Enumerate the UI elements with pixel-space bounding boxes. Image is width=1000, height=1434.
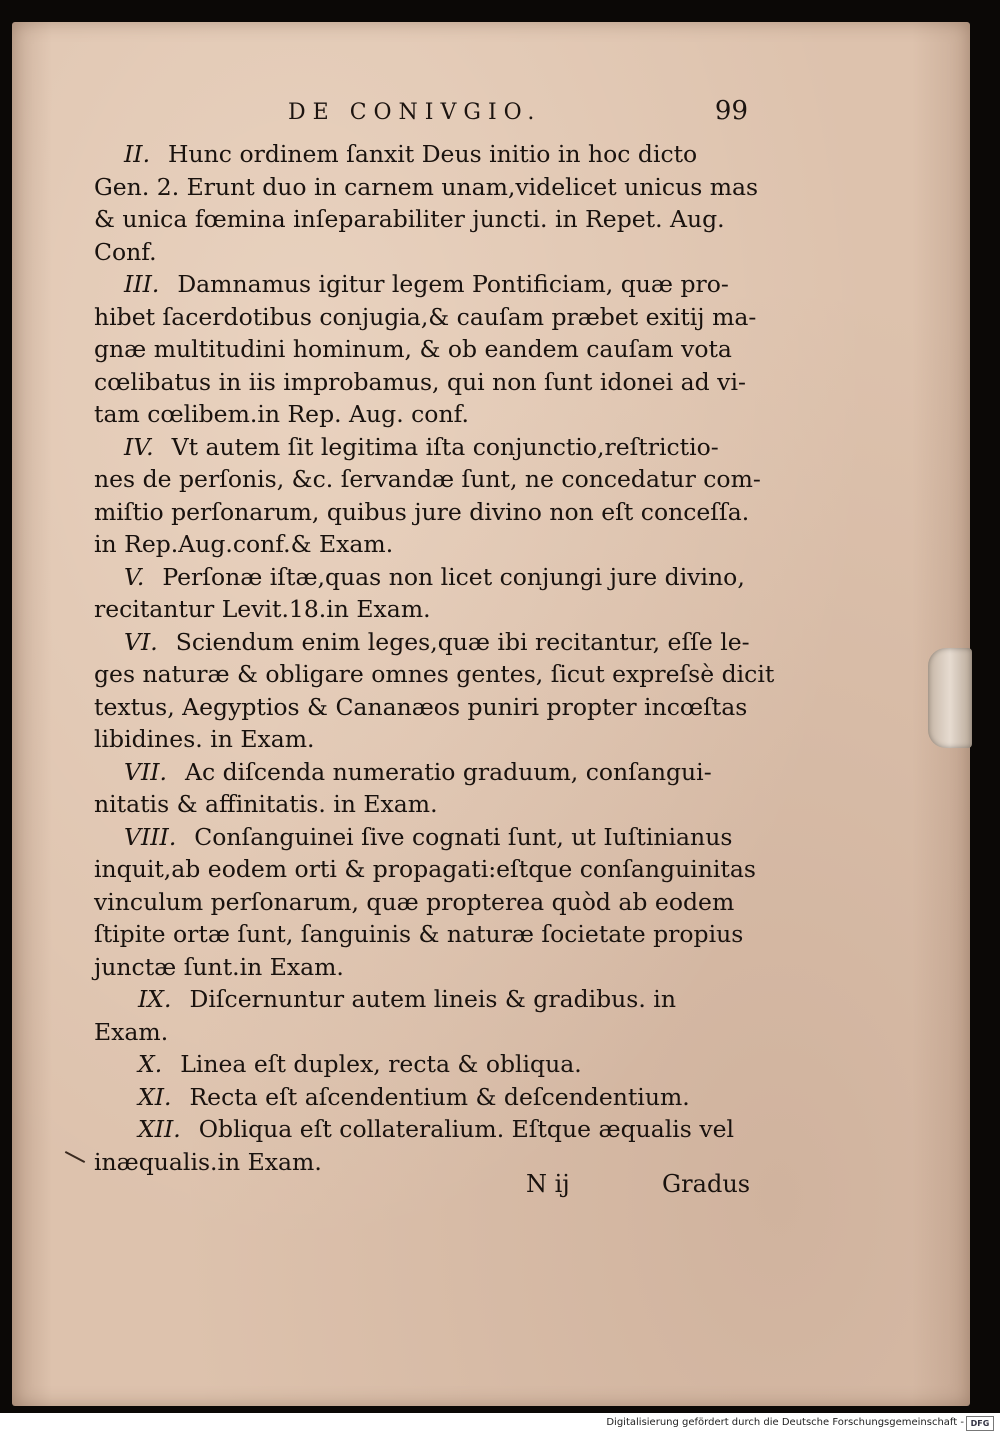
text-line: ges naturæ & obligare omnes gentes, ſicut expreſsè dicit	[94, 660, 775, 688]
paragraph-number: XII.	[138, 1115, 181, 1143]
text-line: inæqualis.in Exam.	[94, 1147, 322, 1176]
text-line: IX. Diſcernuntur autem lineis & gradibus. in	[138, 985, 676, 1013]
text-line: V. Perſonæ iſtæ,quas non licet conjungi jure divino,	[124, 562, 745, 591]
text-line: II. Hunc ordinem ſanxit Deus initio in hoc dicto	[124, 140, 698, 168]
paragraph-number: X.	[138, 1050, 163, 1078]
text-line: VIII. Conſanguinei ſive cognati ſunt, ut Iuſtinianus	[124, 822, 733, 851]
text-line: Exam.	[94, 1017, 169, 1046]
text-line: III. Damnamus igitur legem Pontificiam, quæ pro-	[124, 270, 729, 298]
paragraph-number: II.	[124, 140, 151, 168]
text-line: textus, Aegyptios & Cananæos puniri propter incœſtas	[94, 692, 748, 721]
text-line: nitatis & affinitatis. in Exam.	[94, 790, 438, 818]
page-clip	[928, 648, 972, 748]
catchword: Gradus	[662, 1170, 751, 1198]
paragraph-number: XI.	[138, 1082, 172, 1111]
paragraph-number: VIII.	[124, 822, 177, 851]
text-line: vinculum perſonarum, quæ propterea quòd ab eodem	[94, 887, 735, 916]
text-line: cœlibatus in iis improbamus, qui non ſunt idonei ad vi-	[94, 367, 746, 396]
dfg-logo-icon: DFG	[966, 1416, 994, 1431]
running-title: DE CONIVGIO.	[288, 100, 542, 125]
text-line: recitantur Levit.18.in Exam.	[94, 595, 431, 623]
text-line: Conf.	[94, 237, 157, 266]
text-line: XII. Obliqua eſt collateralium. Eſtque æqualis vel	[138, 1115, 735, 1143]
text-line: ſtipite ortæ ſunt, ſanguinis & naturæ ſocietate propius	[94, 920, 744, 948]
text-line: in Rep.Aug.conf.& Exam.	[94, 530, 394, 558]
text-line: & unica fœmina inſeparabiliter juncti. in Repet. Aug.	[94, 205, 725, 233]
funding-note: Digitalisierung gefördert durch die Deutsche Forschungsgemeinschaft -	[606, 1417, 964, 1428]
text-line: Gen. 2. Erunt duo in carnem unam,videlicet unicus mas	[94, 172, 759, 201]
text-line: hibet ſacerdotibus conjugia,& cauſam præbet exitij ma-	[94, 302, 757, 331]
text-line: inquit,ab eodem orti & propagati:eſtque conſanguinitas	[94, 855, 756, 883]
text-line: tam cœlibem.in Rep. Aug. conf.	[94, 400, 469, 428]
paragraph-number: VI.	[124, 627, 158, 656]
text-line: junctæ ſunt.in Exam.	[94, 952, 344, 981]
text-line: gnæ multitudini hominum, & ob eandem cauſam vota	[94, 335, 732, 363]
text-line: libidines. in Exam.	[94, 725, 315, 753]
body-text	[94, 138, 775, 1178]
paragraph-number: IV.	[124, 432, 154, 461]
paragraph-number: III.	[124, 270, 160, 298]
text-line: XI. Recta eſt aſcendentium & deſcendentium.	[138, 1082, 690, 1111]
page-number: 99	[714, 96, 748, 126]
digitization-footer	[0, 1413, 1000, 1434]
text-line: miſtio perſonarum, quibus jure divino non eſt conceſſa.	[94, 497, 750, 526]
text-line: X. Linea eſt duplex, recta & obliqua.	[138, 1050, 582, 1078]
signature-mark: N ij	[526, 1170, 570, 1198]
text-line: nes de perſonis, &c. ſervandæ ſunt, ne concedatur com-	[94, 465, 761, 493]
page-header	[288, 96, 748, 130]
paragraph-number: VII.	[124, 757, 168, 786]
text-line: IV. Vt autem ſit legitima iſta conjunctio,reſtrictio-	[124, 432, 719, 461]
paragraph-number: V.	[124, 562, 145, 591]
paragraph-number: IX.	[138, 985, 172, 1013]
text-line: VI. Sciendum enim leges,quæ ibi recitantur, eſſe le-	[124, 627, 750, 656]
text-line: VII. Ac diſcenda numeratio graduum, conſangui-	[124, 757, 712, 786]
